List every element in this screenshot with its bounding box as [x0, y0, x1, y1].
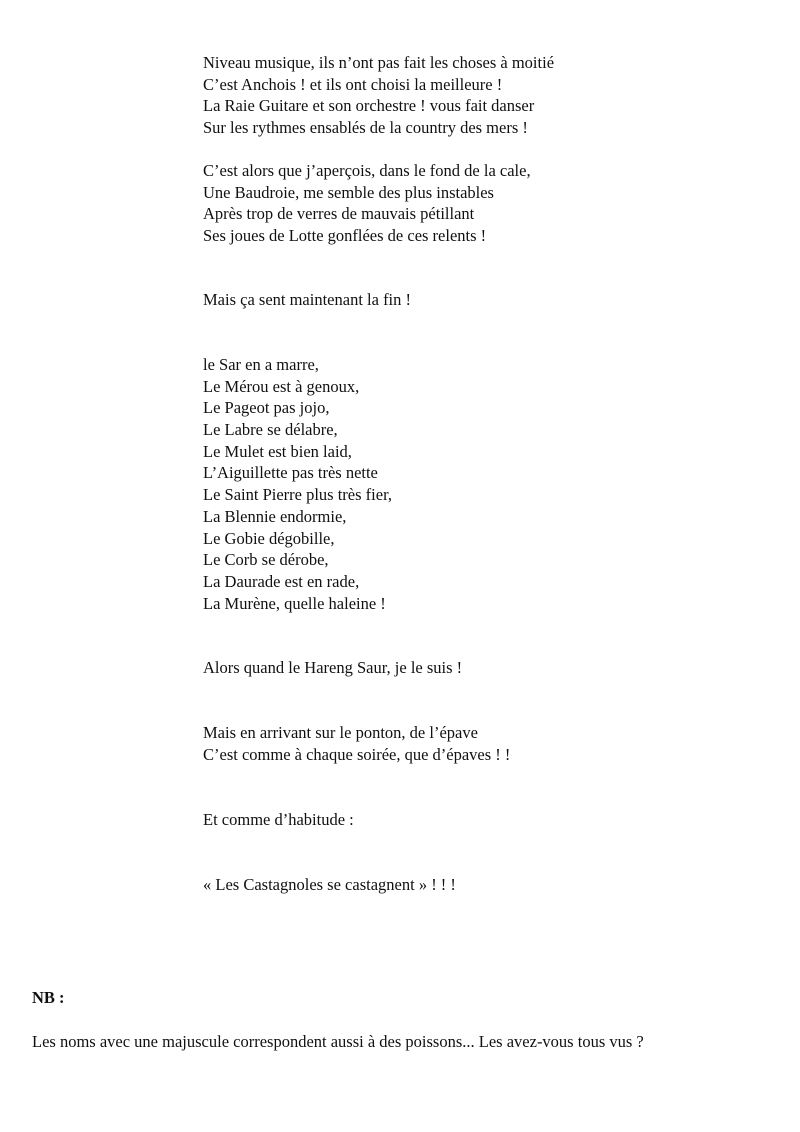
poem-line: La Raie Guitare et son orchestre ! vous fait danser — [203, 96, 535, 116]
poem-line: Le Gobie dégobille, — [203, 528, 335, 548]
poem-line: La Daurade est en rade, — [203, 571, 360, 591]
stanza-baudroie — [203, 160, 763, 247]
poem-line: Le Pageot pas jojo, — [203, 398, 330, 418]
poem-line: C’est alors que j’aperçois, dans le fond de la cale, — [203, 161, 531, 180]
poem-line: C’est Anchois ! et ils ont choisi la meilleure ! — [203, 74, 503, 94]
stanza-ponton — [203, 722, 763, 765]
poem-line: Mais en arrivant sur le ponton, de l’épave — [203, 723, 478, 742]
note-text: Les noms avec une majuscule correspondent aussi à des poissons... Les avez-vous tous vus ? — [32, 1032, 644, 1051]
note-label: NB : — [32, 988, 65, 1007]
poem-line: C’est comme à chaque soirée, que d’épaves ! ! — [203, 744, 511, 764]
stanza-hareng — [203, 657, 763, 679]
stanza-habitude — [203, 809, 763, 831]
poem-line: Niveau musique, ils n’ont pas fait les choses à moitié — [203, 53, 555, 72]
poem-line: La Blennie endormie, — [203, 506, 347, 526]
poem-line: le Sar en a marre, — [203, 355, 319, 374]
poem-line: L’Aiguillette pas très nette — [203, 463, 378, 483]
stanza-castagnoles — [203, 874, 763, 896]
stanza-fish-list — [203, 354, 763, 614]
poem-line: Sur les rythmes ensablés de la country des mers ! — [203, 118, 528, 138]
poem-line: Le Corb se dérobe, — [203, 550, 329, 570]
poem-line: Le Labre se délabre, — [203, 420, 338, 440]
poem-line: Ses joues de Lotte gonflées de ces relents ! — [203, 226, 487, 246]
poem-line: « Les Castagnoles se castagnent » ! ! ! — [203, 875, 456, 894]
poem-line: La Murène, quelle haleine ! — [203, 593, 386, 613]
stanza-music — [203, 52, 763, 139]
poem-line: Après trop de verres de mauvais pétillant — [203, 204, 475, 224]
stanza-fin — [203, 289, 763, 311]
poem-line: Et comme d’habitude : — [203, 810, 354, 829]
poem-line: Le Saint Pierre plus très fier, — [203, 485, 393, 505]
poem-line: Mais ça sent maintenant la fin ! — [203, 290, 412, 309]
poem-line: Le Mérou est à genoux, — [203, 376, 360, 396]
poem-line: Une Baudroie, me semble des plus instables — [203, 182, 494, 202]
poem-line: Le Mulet est bien laid, — [203, 441, 352, 461]
poem-line: Alors quand le Hareng Saur, je le suis ! — [203, 658, 463, 677]
